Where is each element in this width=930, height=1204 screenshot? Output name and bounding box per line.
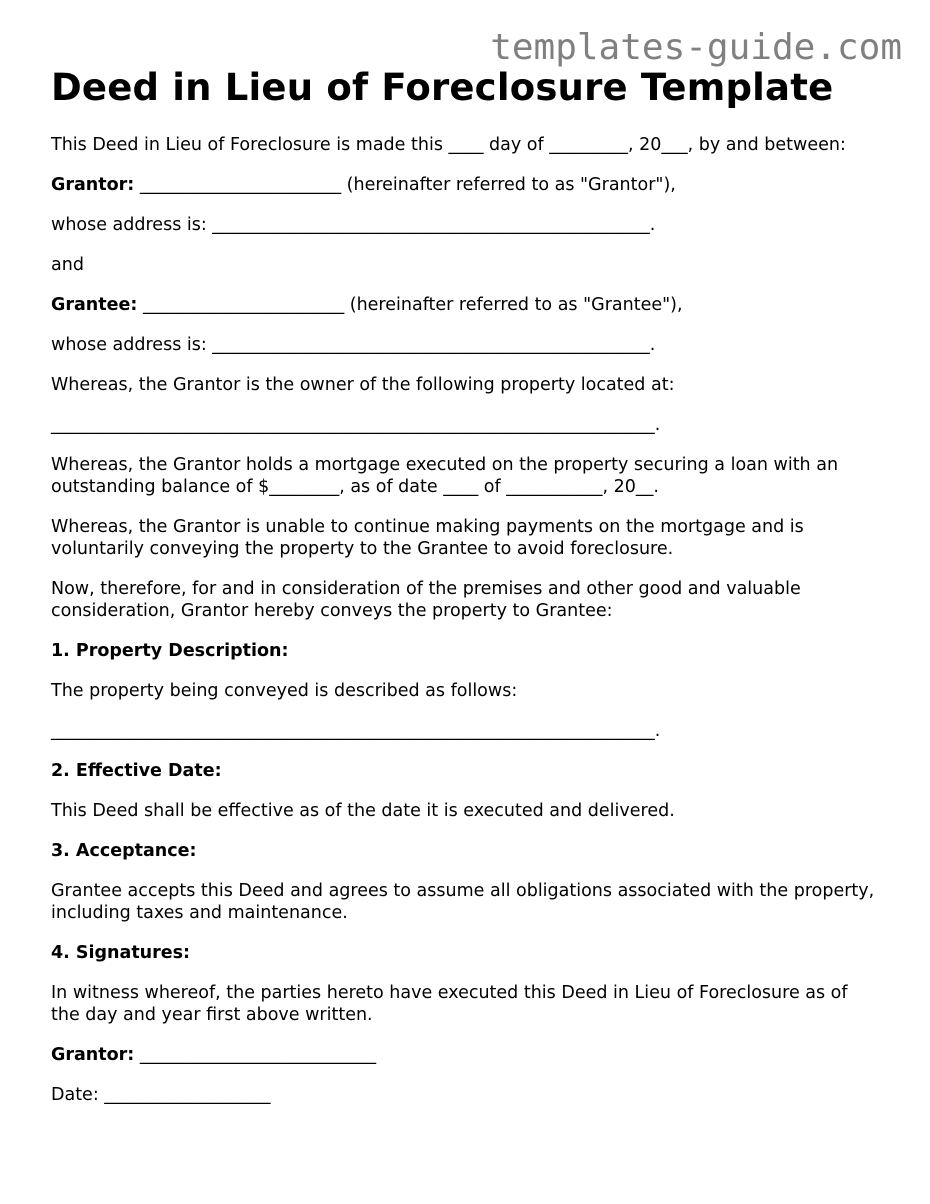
section-4-heading: 4. Signatures:	[51, 943, 191, 963]
grantor-address: whose address is: __________________________________________________.	[51, 215, 656, 235]
whereas-unable: Whereas, the Grantor is unable to continue making payments on the mortgage and is voluntarily conveying the property to the Grantee to avoid foreclosure.	[51, 517, 804, 559]
watermark: templates-guide.com	[490, 27, 902, 68]
section-1-heading: 1. Property Description:	[51, 641, 289, 661]
section-1-text: The property being conveyed is described as follows:	[51, 681, 518, 701]
section-2-heading: 2. Effective Date:	[51, 761, 222, 781]
grantee-line	[51, 294, 881, 316]
signature-date-line: ___________________	[98, 1085, 271, 1105]
property-location-blank: _____________________________________________________________________.	[51, 415, 661, 435]
signature-grantor-label: Grantor:	[51, 1045, 135, 1065]
grantee-line-text: _______________________ (hereinafter referred to as "Grantee"),	[137, 295, 683, 315]
whereas-owner: Whereas, the Grantor is the owner of the following property located at:	[51, 375, 675, 395]
grantee-address: whose address is: __________________________________________________.	[51, 335, 656, 355]
grantor-label: Grantor:	[51, 175, 135, 195]
signature-date	[51, 1084, 881, 1106]
document	[51, 66, 881, 1106]
signature-date-label: Date:	[51, 1085, 99, 1105]
grantor-line	[51, 174, 881, 196]
section-4-text: In witness whereof, the parties hereto have executed this Deed in Lieu of Foreclosure as of the day and year first above written.	[51, 983, 848, 1025]
intro-paragraph: This Deed in Lieu of Foreclosure is made this ____ day of _________, 20___, by and between:	[51, 135, 846, 155]
grantee-label: Grantee:	[51, 295, 138, 315]
whereas-mortgage: Whereas, the Grantor holds a mortgage executed on the property securing a loan with an outstanding balance of $________, as of date ____ of ___________, 20__.	[51, 455, 839, 497]
section-3-text: Grantee accepts this Deed and agrees to assume all obligations associated with the property, including taxes and maintenance.	[51, 881, 875, 923]
grantor-line-text: _______________________ (hereinafter referred to as "Grantor"),	[134, 175, 676, 195]
signature-grantor-line: ___________________________	[134, 1045, 377, 1065]
page-title: Deed in Lieu of Foreclosure Template	[51, 66, 834, 109]
signature-grantor	[51, 1044, 881, 1066]
and-text: and	[51, 255, 84, 275]
section-1-blank: _____________________________________________________________________.	[51, 721, 661, 741]
section-2-text: This Deed shall be effective as of the date it is executed and delivered.	[51, 801, 675, 821]
now-therefore: Now, therefore, for and in consideration of the premises and other good and valuable consideration, Grantor hereby conveys the property to Grantee:	[51, 579, 801, 621]
section-3-heading: 3. Acceptance:	[51, 841, 197, 861]
